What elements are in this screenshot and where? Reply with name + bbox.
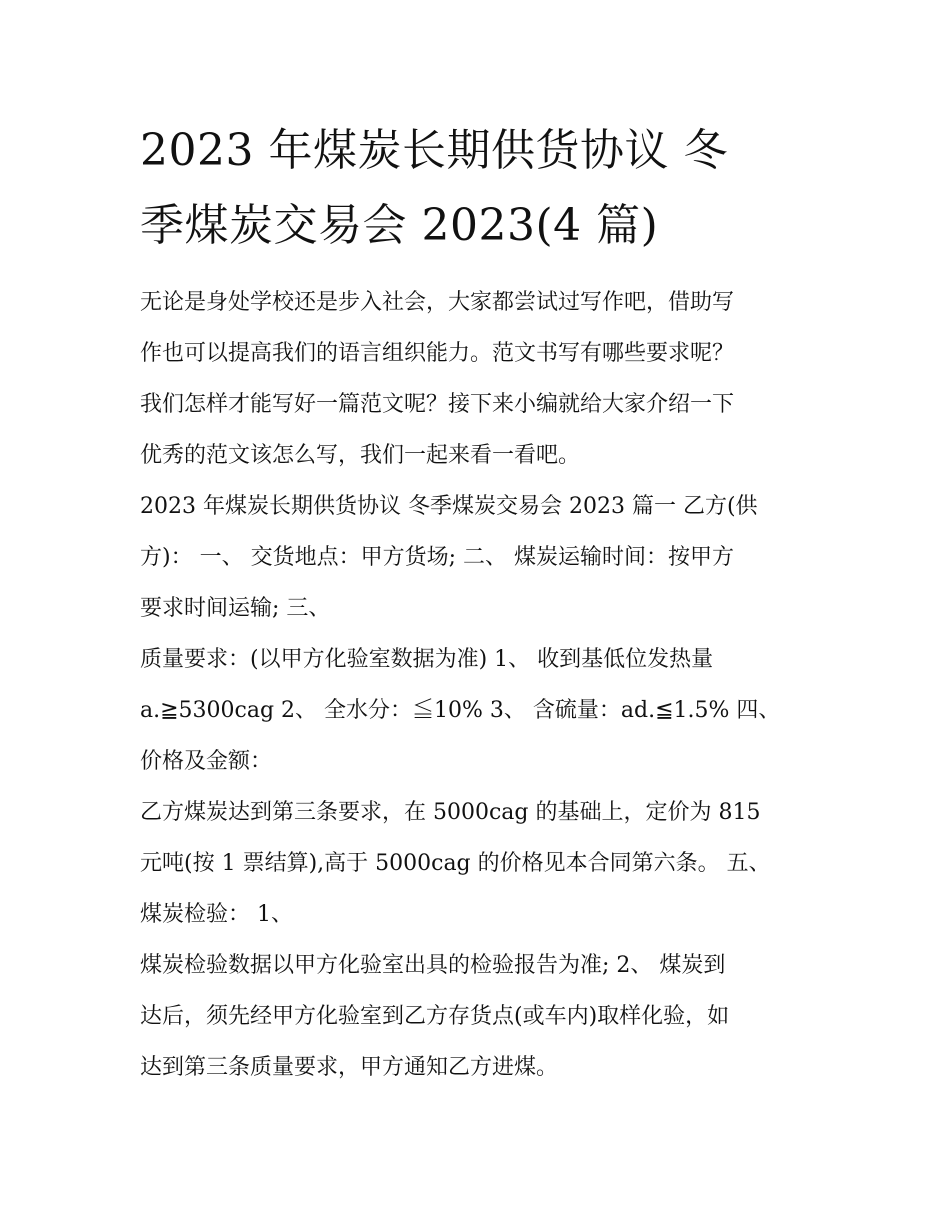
title-line: 季煤炭交易会 2023(4 篇)	[140, 200, 659, 251]
title-line: 2023 年煤炭长期供货协议 冬	[140, 125, 728, 176]
body-line: 质量要求：(以甲方化验室数据为准) 1、 收到基低位发热量	[140, 647, 714, 672]
body-line: 要求时间运输; 三、	[140, 596, 331, 621]
body-line: 方)： 一、 交货地点：甲方货场; 二、 煤炭运输时间：按甲方	[140, 545, 734, 570]
document-body	[140, 277, 820, 1093]
body-line: 乙方煤炭达到第三条要求，在 5000cag 的基础上，定价为 815	[140, 800, 761, 825]
body-line: 元吨(按 1 票结算),高于 5000cag 的价格见本合同第六条。 五、	[140, 851, 771, 876]
body-line: 作也可以提高我们的语言组织能力。范文书写有哪些要求呢？	[140, 341, 735, 366]
body-line: 价格及金额：	[140, 749, 273, 774]
body-line: a.≧5300cag 2、 全水分：≦10% 3、 含硫量：ad.≦1.5% 四、	[140, 698, 781, 723]
body-line: 我们怎样才能写好一篇范文呢？接下来小编就给大家介绍一下	[140, 392, 735, 417]
body-line: 达到第三条质量要求，甲方通知乙方进煤。	[140, 1055, 559, 1080]
body-line: 无论是身处学校还是步入社会，大家都尝试过写作吧，借助写	[140, 290, 735, 315]
body-line: 煤炭检验： 1、	[140, 902, 293, 927]
body-line: 优秀的范文该怎么写，我们一起来看一看吧。	[140, 443, 581, 468]
body-line: 煤炭检验数据以甲方化验室出具的检验报告为准; 2、 煤炭到	[140, 953, 726, 978]
body-line: 达后，须先经甲方化验室到乙方存货点(或车内)取样化验，如	[140, 1004, 730, 1029]
body-line: 2023 年煤炭长期供货协议 冬季煤炭交易会 2023 篇一 乙方(供	[140, 494, 758, 519]
document-title	[140, 113, 820, 263]
